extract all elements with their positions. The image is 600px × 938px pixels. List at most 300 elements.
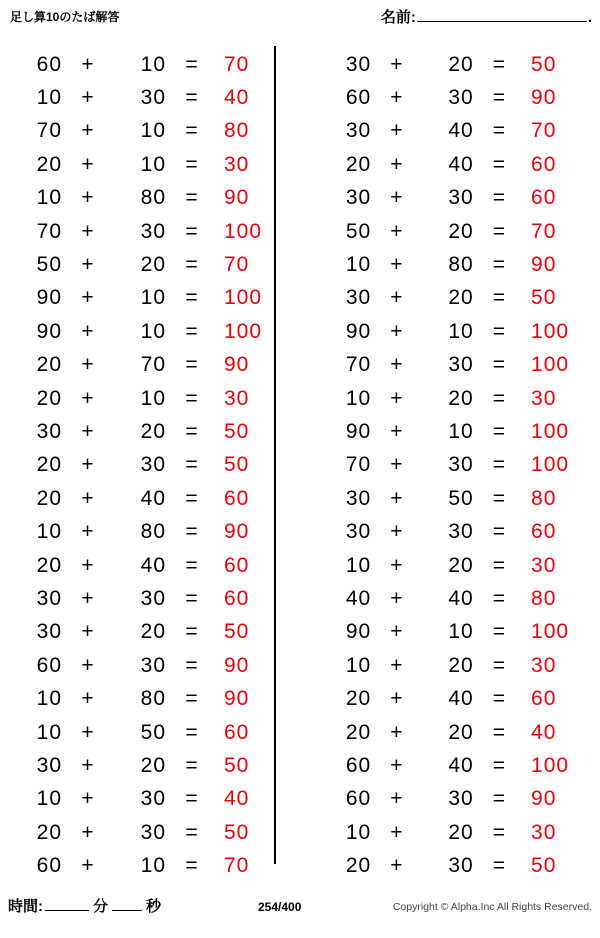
answer-value: 100 [531,453,570,477]
problem-row [6,382,300,415]
operand-a: 30 [36,620,62,644]
operand-b: 30 [448,86,474,110]
operand-a: 10 [345,820,372,844]
problem-row [6,716,300,749]
plus-icon: + [81,253,95,277]
operand-a: 50 [36,253,62,277]
minutes-unit-label: 分 [93,898,109,915]
operand-b: 10 [448,419,474,443]
time-label: 時間: [8,898,43,915]
problems-area [0,44,600,878]
operand-a: 10 [345,386,372,410]
plus-icon: + [390,520,404,544]
equals-icon: = [185,453,199,477]
plus-icon: + [390,553,404,577]
operand-b: 30 [140,219,166,243]
answer-value: 90 [224,353,250,377]
operand-a: 10 [36,787,62,811]
answer-value: 70 [224,52,250,76]
equals-icon: = [185,854,199,878]
operand-a: 10 [36,720,62,744]
problem-row [6,148,300,181]
answer-value: 60 [531,186,557,210]
plus-icon: + [390,820,404,844]
equals-icon: = [492,419,506,443]
problem-row [316,349,600,382]
problem-row [6,282,300,315]
answer-value: 90 [531,86,557,110]
plus-icon: + [81,653,95,677]
operand-b: 10 [140,286,166,310]
problem-row [6,816,300,849]
answer-value: 100 [224,219,263,243]
plus-icon: + [390,620,404,644]
operand-b: 30 [448,353,474,377]
plus-icon: + [390,52,404,76]
operand-a: 90 [36,319,62,343]
operand-b: 40 [448,586,474,610]
answer-value: 100 [531,620,570,644]
answer-value: 90 [224,186,250,210]
plus-icon: + [81,453,95,477]
problem-row [316,582,600,615]
operand-a: 20 [36,386,62,410]
equals-icon: = [492,653,506,677]
problem-row [6,115,300,148]
plus-icon: + [390,86,404,110]
plus-icon: + [390,319,404,343]
answer-value: 70 [224,253,250,277]
plus-icon: + [81,586,95,610]
operand-b: 10 [140,119,166,143]
answer-value: 50 [224,419,250,443]
equals-icon: = [185,553,199,577]
answer-value: 50 [531,286,557,310]
problem-row [316,649,600,682]
page-footer [0,876,600,938]
operand-b: 40 [140,553,166,577]
answer-value: 70 [531,219,557,243]
operand-b: 70 [140,353,166,377]
equals-icon: = [185,253,199,277]
operand-b: 30 [140,787,166,811]
problem-row [6,182,300,215]
answer-value: 70 [531,119,557,143]
plus-icon: + [390,353,404,377]
operand-b: 80 [140,520,166,544]
minutes-input[interactable] [45,895,89,911]
plus-icon: + [390,253,404,277]
problem-row [6,783,300,816]
operand-b: 40 [448,119,474,143]
problem-column-right [300,44,600,878]
operand-a: 20 [36,453,62,477]
answer-value: 30 [224,152,250,176]
problem-row [316,749,600,782]
equals-icon: = [492,86,506,110]
plus-icon: + [390,486,404,510]
plus-icon: + [81,186,95,210]
problem-row [6,749,300,782]
problem-row [316,549,600,582]
operand-b: 10 [140,152,166,176]
operand-a: 50 [345,219,372,243]
operand-a: 90 [345,419,372,443]
operand-a: 20 [345,854,372,878]
operand-a: 10 [345,253,372,277]
plus-icon: + [390,720,404,744]
equals-icon: = [185,753,199,777]
operand-a: 10 [36,687,62,711]
equals-icon: = [492,553,506,577]
equals-icon: = [185,386,199,410]
plus-icon: + [81,787,95,811]
equals-icon: = [492,219,506,243]
answer-value: 80 [224,119,250,143]
problem-row [6,415,300,448]
equals-icon: = [185,186,199,210]
answer-value: 30 [531,653,557,677]
operand-b: 10 [448,319,474,343]
plus-icon: + [81,386,95,410]
operand-a: 30 [36,753,62,777]
problem-row [316,783,600,816]
operand-a: 20 [36,486,62,510]
problem-row [6,582,300,615]
equals-icon: = [492,720,506,744]
equals-icon: = [185,586,199,610]
equals-icon: = [492,520,506,544]
answer-value: 30 [531,820,557,844]
answer-value: 50 [531,854,557,878]
equals-icon: = [185,787,199,811]
answer-value: 100 [224,286,263,310]
plus-icon: + [81,152,95,176]
plus-icon: + [81,854,95,878]
plus-icon: + [390,152,404,176]
operand-a: 20 [345,152,372,176]
operand-a: 60 [36,653,62,677]
operand-b: 30 [140,453,166,477]
problem-row [316,415,600,448]
answer-value: 90 [224,687,250,711]
plus-icon: + [390,653,404,677]
plus-icon: + [390,787,404,811]
answer-value: 90 [531,787,557,811]
answer-value: 50 [531,52,557,76]
problem-row [6,515,300,548]
problem-row [6,616,300,649]
equals-icon: = [492,687,506,711]
equals-icon: = [185,486,199,510]
operand-b: 40 [448,753,474,777]
answer-value: 30 [531,386,557,410]
operand-a: 20 [36,820,62,844]
problem-row [316,148,600,181]
name-period: . [587,9,592,26]
operand-a: 30 [36,586,62,610]
problem-row [316,682,600,715]
problem-row [316,382,600,415]
answer-value: 60 [531,152,557,176]
operand-b: 30 [140,86,166,110]
problem-column-left [0,44,300,878]
operand-a: 30 [345,52,372,76]
operand-b: 50 [140,720,166,744]
equals-icon: = [492,353,506,377]
equals-icon: = [492,753,506,777]
equals-icon: = [492,820,506,844]
operand-a: 70 [345,453,372,477]
problem-row [6,215,300,248]
answer-value: 50 [224,753,250,777]
operand-a: 60 [36,52,62,76]
problem-row [316,616,600,649]
plus-icon: + [390,586,404,610]
problem-row [316,48,600,81]
operand-a: 10 [36,186,62,210]
page-header [0,0,600,40]
plus-icon: + [81,119,95,143]
equals-icon: = [492,586,506,610]
problem-row [316,81,600,114]
operand-a: 70 [345,353,372,377]
answer-value: 40 [224,86,250,110]
problem-row [6,549,300,582]
equals-icon: = [185,520,199,544]
seconds-input[interactable] [112,895,142,911]
answer-value: 50 [224,620,250,644]
equals-icon: = [185,620,199,644]
equals-icon: = [492,386,506,410]
plus-icon: + [81,687,95,711]
answer-value: 100 [531,419,570,443]
problem-row [316,182,600,215]
equals-icon: = [185,687,199,711]
equals-icon: = [492,787,506,811]
equals-icon: = [492,486,506,510]
problem-row [316,115,600,148]
operand-a: 10 [345,553,372,577]
operand-b: 40 [448,687,474,711]
equals-icon: = [492,319,506,343]
plus-icon: + [390,453,404,477]
equals-icon: = [185,353,199,377]
equals-icon: = [492,620,506,644]
operand-b: 80 [140,186,166,210]
plus-icon: + [81,820,95,844]
equals-icon: = [492,52,506,76]
problem-row [6,649,300,682]
operand-a: 30 [345,486,372,510]
time-field-group [8,895,163,916]
column-divider [274,46,276,864]
operand-b: 30 [448,854,474,878]
equals-icon: = [185,219,199,243]
plus-icon: + [390,286,404,310]
operand-b: 30 [140,820,166,844]
plus-icon: + [390,753,404,777]
answer-value: 50 [224,453,250,477]
operand-a: 20 [345,720,372,744]
plus-icon: + [81,52,95,76]
operand-b: 20 [448,653,474,677]
operand-b: 30 [448,787,474,811]
problem-row [316,482,600,515]
problem-row [6,349,300,382]
operand-b: 30 [448,520,474,544]
name-field-group [381,6,592,27]
plus-icon: + [81,86,95,110]
equals-icon: = [492,152,506,176]
problem-row [316,248,600,281]
operand-a: 60 [345,86,372,110]
operand-a: 10 [345,653,372,677]
answer-value: 30 [224,386,250,410]
equals-icon: = [492,253,506,277]
operand-b: 20 [448,219,474,243]
problem-row [6,248,300,281]
equals-icon: = [492,186,506,210]
plus-icon: + [81,353,95,377]
equals-icon: = [492,854,506,878]
equals-icon: = [185,319,199,343]
plus-icon: + [390,386,404,410]
operand-b: 80 [140,687,166,711]
operand-b: 50 [448,486,474,510]
answer-value: 80 [531,486,557,510]
operand-a: 10 [36,520,62,544]
operand-b: 40 [140,486,166,510]
problem-row [316,716,600,749]
answer-value: 60 [224,486,250,510]
plus-icon: + [81,419,95,443]
operand-b: 30 [448,453,474,477]
problem-row [6,81,300,114]
equals-icon: = [492,286,506,310]
operand-b: 20 [448,820,474,844]
operand-b: 10 [140,52,166,76]
operand-a: 20 [36,353,62,377]
answer-value: 40 [531,720,557,744]
plus-icon: + [390,419,404,443]
operand-b: 30 [140,586,166,610]
operand-a: 30 [345,286,372,310]
operand-b: 10 [140,319,166,343]
operand-b: 80 [448,253,474,277]
equals-icon: = [185,152,199,176]
operand-a: 20 [36,152,62,176]
operand-a: 90 [345,620,372,644]
answer-value: 90 [224,520,250,544]
page-title: 足し算10のたば解答 [10,10,120,24]
answer-value: 30 [531,553,557,577]
plus-icon: + [390,219,404,243]
operand-b: 20 [140,253,166,277]
operand-a: 70 [36,219,62,243]
equals-icon: = [185,653,199,677]
operand-a: 40 [345,586,372,610]
answer-value: 60 [531,520,557,544]
equals-icon: = [492,453,506,477]
answer-value: 40 [224,787,250,811]
operand-b: 20 [448,386,474,410]
equals-icon: = [185,820,199,844]
name-label: 名前: [380,9,416,26]
plus-icon: + [390,854,404,878]
operand-a: 30 [36,419,62,443]
operand-a: 20 [345,687,372,711]
operand-b: 20 [140,620,166,644]
operand-b: 10 [448,620,474,644]
answer-value: 100 [224,319,263,343]
problem-row [316,816,600,849]
problem-row [6,315,300,348]
operand-b: 30 [140,653,166,677]
operand-a: 30 [345,186,372,210]
operand-a: 60 [36,854,62,878]
answer-value: 100 [531,353,570,377]
operand-b: 20 [448,52,474,76]
plus-icon: + [390,687,404,711]
plus-icon: + [81,553,95,577]
answer-value: 90 [224,653,250,677]
answer-value: 50 [224,820,250,844]
operand-a: 90 [345,319,372,343]
operand-b: 20 [140,419,166,443]
problem-row [316,515,600,548]
operand-a: 20 [36,553,62,577]
equals-icon: = [185,419,199,443]
operand-a: 60 [345,787,372,811]
operand-b: 20 [140,753,166,777]
operand-b: 10 [140,386,166,410]
name-input[interactable] [417,6,587,22]
problem-row [6,482,300,515]
operand-a: 30 [345,119,372,143]
plus-icon: + [81,753,95,777]
seconds-unit-label: 秒 [146,898,162,915]
plus-icon: + [390,119,404,143]
operand-b: 10 [140,854,166,878]
operand-b: 20 [448,286,474,310]
plus-icon: + [81,319,95,343]
equals-icon: = [185,52,199,76]
problem-row [6,449,300,482]
equals-icon: = [185,86,199,110]
operand-b: 40 [448,152,474,176]
plus-icon: + [81,520,95,544]
problem-row [6,48,300,81]
answer-value: 70 [224,854,250,878]
problem-row [316,449,600,482]
operand-a: 60 [345,753,372,777]
plus-icon: + [81,286,95,310]
answer-value: 60 [224,553,250,577]
answer-value: 60 [224,720,250,744]
page-number: 254/400 [258,900,302,914]
operand-a: 70 [36,119,62,143]
plus-icon: + [390,186,404,210]
problem-row [316,215,600,248]
operand-b: 20 [448,553,474,577]
operand-a: 30 [345,520,372,544]
answer-value: 100 [531,753,570,777]
problem-row [316,282,600,315]
plus-icon: + [81,219,95,243]
operand-a: 90 [36,286,62,310]
equals-icon: = [185,119,199,143]
